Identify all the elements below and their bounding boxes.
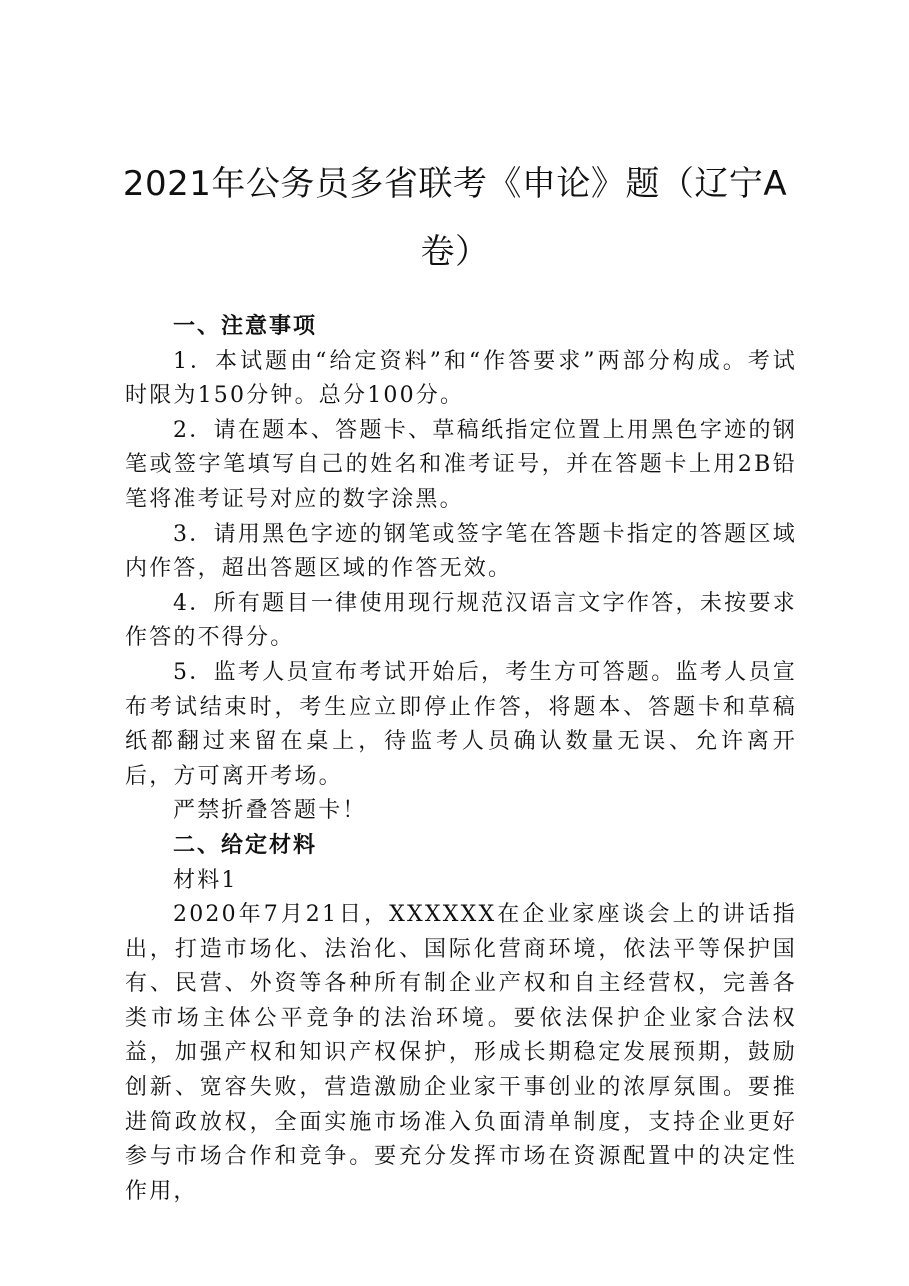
document-title: 2021年公务员多省联考《申论》题（辽宁A卷） bbox=[122, 164, 788, 272]
paragraph: 1．本试题由“给定资料”和“作答要求”两部分构成。考试时限为150分钟。总分100分。 bbox=[125, 348, 797, 409]
paragraph: 4．所有题目一律使用现行规范汉语言文字作答，未按要求作答的不得分。 bbox=[125, 590, 797, 651]
paragraph: 2．请在题本、答题卡、草稿纸指定位置上用黑色字迹的钢笔或签字笔填写自己的姓名和准考证号，并在答题卡上用2B铅笔将准考证号对应的数字涂黑。 bbox=[125, 417, 797, 512]
section-heading: 一、注意事项 bbox=[173, 314, 318, 339]
paragraph: 5．监考人员宣布考试开始后，考生方可答题。监考人员宣布考试结束时，考生应立即停止作答，将题本、答题卡和草稿纸都翻过来留在桌上，待监考人员确认数量无误、允许离开后，方可离开考场。 bbox=[125, 659, 797, 789]
section-heading: 二、给定材料 bbox=[173, 832, 318, 858]
paragraph: 3．请用黑色字迹的钢笔或签字笔在答题卡指定的答题区域内作答，超出答题区域的作答无效。 bbox=[125, 521, 797, 582]
paragraph: 严禁折叠答题卡！ bbox=[173, 798, 367, 824]
paragraph: 2020年7月21日，XXXXXX在企业家座谈会上的讲话指出，打造市场化、法治化、国际化营商环境，依法平等保护国有、民营、外资等各种所有制企业产权和自主经营权，完善各类市场主体公平竞争的法治环境。要依法保护企业家合法权益，加强产权和知识产权保护，形成长期稳定发展预期，鼓励创新、宽容失败，营造激励企业家干事创业的浓厚氛围。要推进简政放权，全面实施市场准入负面清单制度，支持企业更好参与市场合作和竞争。要充分发挥市场在资源配置中的决定性作用， bbox=[125, 902, 797, 1204]
document-body bbox=[125, 310, 797, 1209]
paragraph: 材料1 bbox=[173, 867, 238, 893]
